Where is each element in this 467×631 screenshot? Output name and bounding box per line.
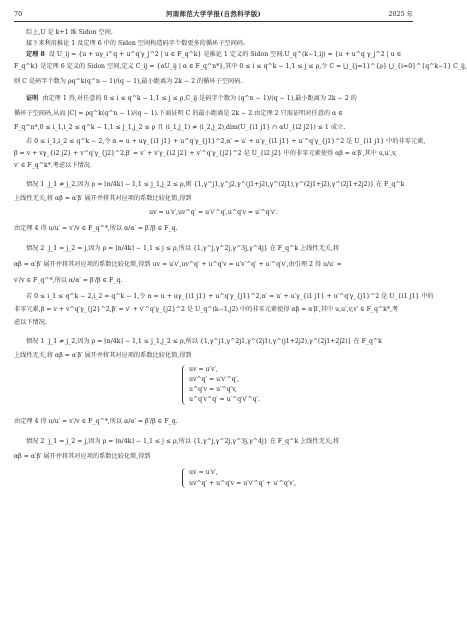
case-line bbox=[14, 337, 413, 346]
text-line: 综上,U 是 k+1 维 Sidon 空间. bbox=[26, 29, 113, 36]
equation-brace bbox=[182, 468, 187, 488]
text-line: 则 C 是码字个数为 ρq^k(q^n − 1)/(q − 1),最小距离为 2k − 2 的循环子空间码. bbox=[14, 78, 243, 85]
text-span: j_1 = j_2 = j,因为 ρ = ⌈n/4k⌉ − 1,1 ≤ j ≤ ρ,所以 {1,γ^j,γ^2j,γ^3j,γ^4j} 在 F_q^k 上线性无关,将 bbox=[48, 438, 340, 445]
system-equation: uv = u′v′, bbox=[189, 469, 218, 476]
system-equation: u^q′v^q′ = u′^q′v′^q′. bbox=[189, 396, 261, 403]
text-line: 上线性无关,将 αβ = α′β′ 展开并将其对应项的系数比较化简,得到 bbox=[14, 195, 192, 202]
equation-brace bbox=[182, 365, 187, 405]
text-line: 上线性无关,将 αβ = α′β′ 展开并将其对应项的系数比较化简,得到 bbox=[14, 352, 192, 359]
text-span: 由定理 1 得,对任意的 0 ≤ i ≤ q^k − 1,1 ≤ j ≤ ρ,C_ij 是码字个数为 (q^n − 1)/(q − 1),最小距离为 2k − 2 的 bbox=[42, 95, 357, 102]
page-number: 70 bbox=[14, 10, 23, 18]
text-span: j_1 ≠ j_2,因为 ρ = ⌈n/4k⌉ − 1,1 ≤ j_1,j_2 ≤ ρ,所以 {1,γ^j1,γ^2j1,γ^(2j1),γ^(j1+2j2),γ^(2j1+2j2)} 在 F_q^k bbox=[48, 338, 382, 345]
text-line: 由定理 4 得 u/u′ = v′/v ∈ F_q^*,所以 α/α′ = β′/β ∈ F_q. bbox=[14, 418, 178, 425]
case-line bbox=[14, 437, 413, 446]
text-line: 接下来利用推论 1 及定理 6 中的 Sidon 空间构造码字个数更多的循环子空间码. bbox=[26, 40, 245, 47]
text-span: j_1 ≠ j_2,因为 ρ = ⌈n/4k⌉ − 1,1 ≤ j_1,j_2 ≤ ρ,则 {1,γ^j1,γ^j2,γ^(j1+j2),γ^(2j1),γ^(2j1+j2),γ^(2j1+2j2)} 在 F_q^k bbox=[48, 181, 405, 188]
system-equation: uv = u′v′, bbox=[189, 366, 218, 373]
text-span: j_1 = j_2 = j,因为 ρ = ⌈n/4k⌉ − 1,1 ≤ j ≤ ρ,所以 {1,γ^j,γ^2j,γ^3j,γ^4j} 在 F_q^k 上线性无关,将 bbox=[48, 245, 340, 252]
case-label: 情况 2 bbox=[26, 438, 45, 445]
display-equation: uv = u′v′,uv^q′ = u′v′^q′,u^q′v = u′^q′v′. bbox=[149, 209, 278, 216]
system-equation: u^q′v = u′^q′v, bbox=[189, 386, 237, 393]
text-line: 若 0 ≤ i_1,i_2 ≤ q^k − 2,令 α = u + uγ_{i1 j1} + u^q′γ_{j1}^2,α′ = u′ + u′γ_{i1 j1} + u′^q′γ_{j1}^2 是 U_{i1 j1} 中的非零元素, bbox=[26, 138, 426, 145]
theorem-8-line bbox=[14, 50, 413, 59]
text-line: αβ = α′β′ 展开并将其对应项的系数比较化简,得到 uv = u′v′,uv^q′ + u^q′v = u′v′^q′ + u′^q′v′,由引理 2 得 u/u′ = bbox=[14, 261, 342, 268]
text-line: v′ ∈ F_q^k*.考虑以下情况. bbox=[14, 162, 92, 169]
text-line: 循环子空间码,从而 |C| = ρq^k(q^n − 1)/(q − 1).下面证明 C 的最小距离是 2k − 2.由定理 2 只需证明对任意的 α ∈ bbox=[14, 110, 343, 117]
case-line bbox=[14, 180, 413, 189]
text-line: F_q^n*,0 ≤ i_1,i_2 ≤ q^k − 1,1 ≤ j_1,j_2 ≤ ρ 且 (i_1,j_1) ≠ (i_2,j_2),dim(U_{i1 j1} ∩ αU_{i2 j2}) ≤ 1 成立. bbox=[14, 124, 346, 131]
text-line: αβ = α′β′ 展开并将其对应项的系数比较化简,得到 bbox=[14, 453, 151, 460]
theorem-label: 定理 8 bbox=[26, 51, 45, 58]
text-line: 非零元素,β = v + v^q′γ_{j2}^2,β′ = v′ + v′^q′γ_{j2}^2 是 U_q^(k−1,j2) 中的非零元素使得 αβ = α′β′,其中 u,u′,v,v′ ∈ F_q^k*,考 bbox=[14, 306, 399, 313]
text-line: v′/v ∈ F_q^*,所以 α/α′ = β′/β ∈ F_q. bbox=[14, 277, 123, 284]
case-line bbox=[14, 244, 413, 253]
text-line: β = v + vγ_{i2 j2} + v^q′γ_{j2}^2,β′ = v′ + v′γ_{i2 j2} + v′^q′γ_{j2}^2 是 U_{i2 j2} 中的非零元素使得 αβ = α′β′,其中 u,u′,v, bbox=[14, 150, 397, 157]
case-label: 情况 1 bbox=[26, 181, 45, 188]
journal-title: 河南师范大学学报(自然科学版) bbox=[165, 10, 262, 18]
case-label: 情况 2 bbox=[26, 245, 45, 252]
publication-year: 2025 年 bbox=[388, 10, 413, 18]
text-span: 设 U_ij = {u + uγ_i^q + u^q′γ_j^2 | u ∈ F_q^k} 是推论 1 定义的 Sidon 空间.U_q^(k−1,ij) = {u + u^q γ_j^2 | u ∈ bbox=[48, 51, 402, 58]
text-line: 若 0 ≤ i_1 ≤ q^k − 2,i_2 = q^k − 1,令 α = u + uγ_{i1 j1} + u^q′γ_{j1}^2,α′ = u′ + u′γ_{i1 j1} + u′^q′γ_{j1}^2 是 U_{i1 j1} 中的 bbox=[26, 293, 434, 300]
proof-line bbox=[14, 94, 413, 103]
system-equation: uv^q′ + u^q′v = u′v′^q′ + u′^q′v′, bbox=[189, 480, 297, 487]
proof-label: 证明 bbox=[26, 95, 39, 102]
case-label: 情况 1 bbox=[26, 338, 45, 345]
header-rule bbox=[14, 21, 413, 22]
text-line: 虑以下情况. bbox=[14, 319, 47, 326]
running-head bbox=[14, 8, 413, 20]
system-equation: uv^q′ = u′v′^q′, bbox=[189, 376, 239, 383]
text-line: 由定理 4 得 u/u′ = v′/v ∈ F_q^*,所以 α/α′ = β′/β ∈ F_q. bbox=[14, 225, 178, 232]
text-line: F_q^k} 是定理 6 定义的 Sidon 空间,定义 C_ij = {αU_ij | α ∈ F_q^n*},其中 0 ≤ i ≤ q^k − 1,1 ≤ j ≤ ρ,令 C = ⋃_{j=1}^{ρ} ⋃_{i=0}^{q^k−1} C_ij, bbox=[14, 63, 467, 70]
